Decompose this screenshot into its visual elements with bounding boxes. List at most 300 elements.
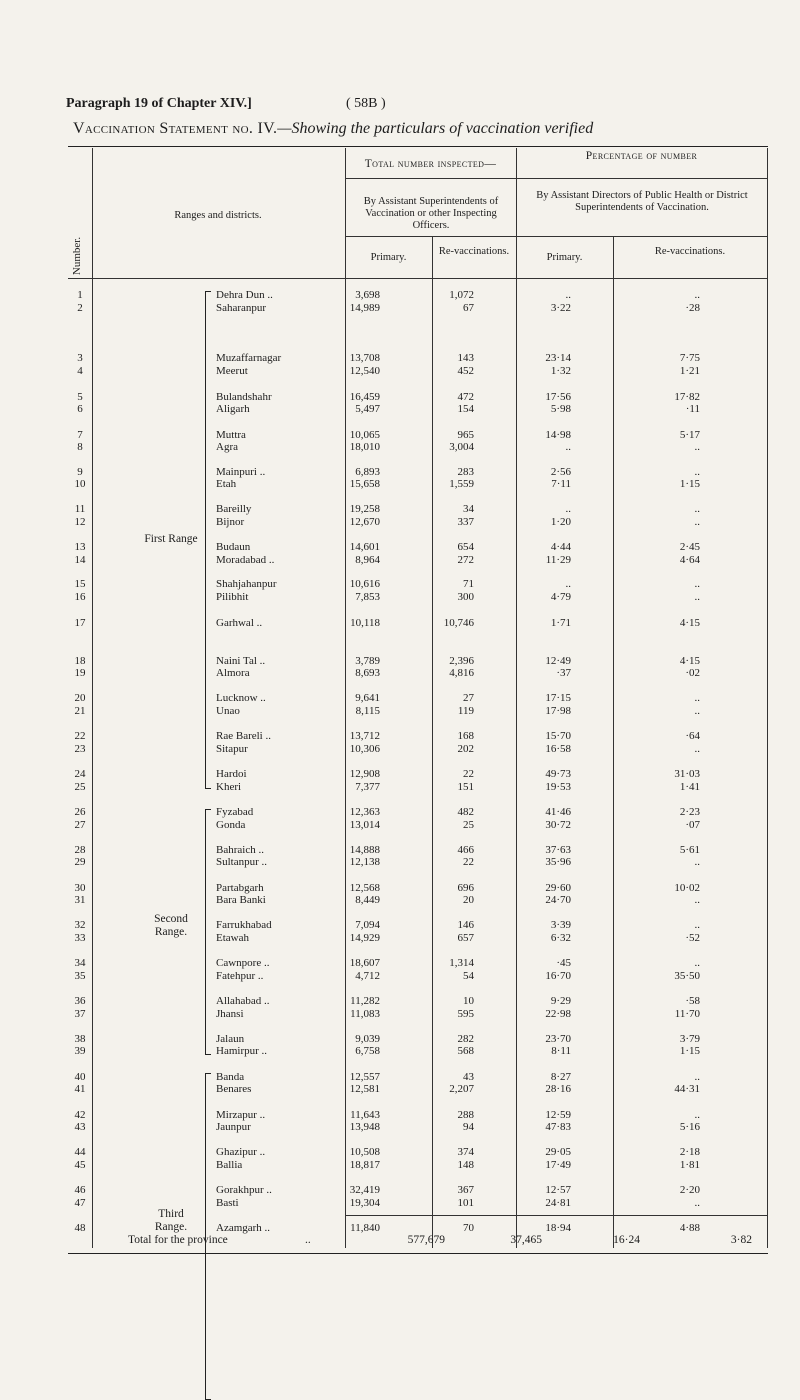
pct-revaccinations: .. [694,894,700,906]
revaccinations-inspected: 151 [457,781,474,793]
district-name: Lucknow .. [216,692,266,704]
table-row [68,1083,768,1095]
pct-primary: 17·98 [545,705,571,717]
primary-inspected: 19,304 [349,1197,380,1209]
district-name: Sitapur [216,743,248,755]
table-row [68,919,768,931]
district-name: Ghazipur .. [216,1146,266,1158]
table-row [68,768,768,780]
revaccinations-inspected: 168 [457,730,474,742]
district-name: Cawnpore .. [216,957,270,969]
pct-revaccinations: .. [694,289,700,301]
primary-inspected: 12,557 [349,1071,380,1083]
statement-title-caps: Vaccination Statement no. IV. [73,120,278,137]
row-number: 30 [74,882,86,894]
primary-inspected: 11,840 [350,1222,380,1234]
pct-primary: 29·60 [545,882,571,894]
district-name: Shahjahanpur [216,578,277,590]
primary-inspected: 12,363 [349,806,380,818]
table-row [68,995,768,1007]
revaccinations-header: Re-vaccinations. [438,246,510,257]
table-row [68,806,768,818]
pct-primary: 23·70 [545,1033,571,1045]
table-row [68,403,768,415]
district-name: Agra [216,441,238,453]
revaccinations-inspected: 1,072 [449,289,474,301]
table-row [68,578,768,590]
primary-inspected: 14,601 [349,541,380,553]
district-name: Basti [216,1197,239,1209]
number-header: Number. [71,236,84,276]
district-name: Jhansi [216,1008,244,1020]
row-number: 22 [74,730,86,742]
row-number: 32 [74,919,86,931]
paragraph-reference: Paragraph 19 of Chapter XIV.] [66,96,252,111]
pct-revaccinations: .. [694,578,700,590]
district-name: Jalaun [216,1033,245,1045]
pct-revaccinations: 1·15 [679,478,700,490]
pct-primary: 12·49 [545,655,571,667]
total-dots: .. [305,1234,311,1246]
row-number: 19 [74,667,86,679]
pct-revaccinations: 2·18 [679,1146,700,1158]
statement-title-italic: —Showing the particulars of vaccination verified [277,120,594,137]
table-bottom-rule [68,1253,768,1254]
pct-primary: ·45 [556,957,571,969]
primary-inspected: 12,540 [349,365,380,377]
total-pct-primary: 16·24 [613,1234,640,1246]
table-row [68,591,768,603]
revaccinations-inspected: 288 [457,1109,474,1121]
revaccinations-inspected: 71 [463,578,474,590]
revaccinations-inspected: 452 [457,365,474,377]
row-number: 7 [77,429,83,441]
district-name: Moradabad .. [216,554,275,566]
primary-inspected: 10,616 [349,578,380,590]
revaccinations-inspected: 70 [463,1222,474,1234]
pct-primary: 47·83 [545,1121,571,1133]
primary-inspected: 5,497 [355,403,380,415]
table-row [68,705,768,717]
row-number: 2 [77,302,83,314]
district-name: Banda [216,1071,245,1083]
pct-primary: 23·14 [545,352,571,364]
row-number: 47 [74,1197,86,1209]
pct-primary: ·37 [556,667,571,679]
table-row [68,1184,768,1196]
revaccinations-inspected: 10 [463,995,474,1007]
primary-inspected: 6,758 [355,1045,380,1057]
district-name: Gonda [216,819,246,831]
table-row [68,667,768,679]
district-name: Farrukhabad [216,919,272,931]
revaccinations-inspected: 696 [457,882,474,894]
row-number: 10 [74,478,86,490]
row-number: 29 [74,856,86,868]
row-number: 45 [74,1159,86,1171]
revaccinations-inspected: 367 [457,1184,474,1196]
primary-header: Primary. [370,252,407,263]
revaccinations-inspected: 20 [463,894,474,906]
pct-revaccinations: 3·79 [679,1033,700,1045]
revaccinations-inspected: 148 [457,1159,474,1171]
pct-revaccinations: .. [694,919,700,931]
district-name: Bulandshahr [216,391,272,403]
row-number: 9 [77,466,83,478]
first-range-label: First Range [144,533,198,545]
revaccinations-inspected: 472 [457,391,474,403]
primary-inspected: 3,789 [355,655,380,667]
primary-inspected: 7,377 [355,781,380,793]
pct-primary: 41·46 [545,806,571,818]
row-number: 21 [74,705,86,717]
district-name: Naini Tal .. [216,655,266,667]
table-row [68,365,768,377]
table-row [68,478,768,490]
pct-revaccinations: 5·17 [679,429,700,441]
primary-inspected: 12,568 [349,882,380,894]
primary-inspected: 18,817 [349,1159,380,1171]
row-number: 23 [74,743,86,755]
pct-revaccinations: 2·20 [679,1184,700,1196]
district-name: Bahraich .. [216,844,264,856]
district-name: Ballia [216,1159,243,1171]
revaccinations-inspected: 146 [457,919,474,931]
row-number: 31 [74,894,86,906]
table-row [68,1109,768,1121]
table-row [68,894,768,906]
row-number: 13 [74,541,86,553]
row-number: 35 [74,970,86,982]
pct-revaccinations: ·02 [685,667,700,679]
table-row [68,1159,768,1171]
pct-primary-header: Primary. [546,252,583,263]
primary-inspected: 11,282 [350,995,380,1007]
pct-revaccinations: 1·15 [679,1045,700,1057]
primary-inspected: 19,258 [349,503,380,515]
revaccinations-inspected: 965 [457,429,474,441]
pct-primary: 22·98 [545,1008,571,1020]
page-number: ( 58B ) [346,96,386,111]
table-row [68,819,768,831]
district-name: Gorakhpur .. [216,1184,272,1196]
primary-inspected: 14,989 [349,302,380,314]
table-row [68,957,768,969]
district-name: Mirzapur .. [216,1109,266,1121]
row-number: 27 [74,819,86,831]
table-row [68,466,768,478]
revaccinations-inspected: 374 [457,1146,474,1158]
district-name: Partabgarh [216,882,264,894]
pct-revaccinations: ·07 [685,819,700,831]
row-number: 16 [74,591,86,603]
revaccinations-inspected: 466 [457,844,474,856]
primary-inspected: 11,083 [350,1008,380,1020]
district-name: Saharanpur [216,302,267,314]
revaccinations-inspected: 568 [457,1045,474,1057]
revaccinations-inspected: 3,004 [449,441,474,453]
district-name: Fatehpur .. [216,970,264,982]
pct-primary: 15·70 [545,730,571,742]
table-row [68,970,768,982]
table-row [68,1071,768,1083]
by-assistant-directors-header: By Assistant Directors of Public Health or District Superintendents of Vaccination. [536,190,748,213]
table-row [68,516,768,528]
percentage-header: Percentage of number [585,150,698,162]
table-row [68,692,768,704]
pct-primary: 7·11 [551,478,571,490]
primary-inspected: 9,039 [355,1033,380,1045]
district-name: Garhwal .. [216,617,263,629]
table-row [68,391,768,403]
pct-revaccinations: 2·23 [679,806,700,818]
pct-revaccinations: 31·03 [674,768,700,780]
primary-inspected: 11,643 [350,1109,380,1121]
district-name: Dehra Dun .. [216,289,273,301]
row-number: 20 [74,692,86,704]
pct-primary: 4·79 [550,591,571,603]
pct-revaccinations: .. [694,591,700,603]
pct-primary: 6·32 [550,932,571,944]
primary-inspected: 12,138 [349,856,380,868]
third-range-label: Third Range. [154,1208,188,1233]
row-number: 6 [77,403,83,415]
district-name: Bijnor [216,516,245,528]
row-number: 12 [74,516,86,528]
pct-primary: 2·56 [550,466,571,478]
table-row [68,1197,768,1209]
revaccinations-inspected: 1,559 [449,478,474,490]
pct-primary: .. [565,503,571,515]
district-name: Rae Bareli .. [216,730,271,742]
primary-inspected: 15,658 [349,478,380,490]
row-number: 34 [74,957,86,969]
pct-primary: 49·73 [545,768,571,780]
table-row [68,932,768,944]
district-name: Muzaffarnagar [216,352,282,364]
pct-revaccinations: ·28 [685,302,700,314]
pct-revaccinations: ·52 [685,932,700,944]
pct-primary: 3·22 [550,302,571,314]
data-rows [68,0,768,1321]
row-number: 26 [74,806,86,818]
pct-primary: .. [565,441,571,453]
revaccinations-inspected: 154 [457,403,474,415]
pct-revaccinations: 17·82 [674,391,700,403]
revaccinations-inspected: 101 [457,1197,474,1209]
row-number: 46 [74,1184,86,1196]
row-number: 40 [74,1071,86,1083]
row-number: 17 [74,617,86,629]
primary-inspected: 8,449 [355,894,380,906]
pct-primary: 1·32 [550,365,571,377]
pct-revaccinations: 11·70 [674,1008,700,1020]
district-name: Aligarh [216,403,250,415]
pct-primary: 17·49 [545,1159,571,1171]
pct-primary: 19·53 [545,781,571,793]
revaccinations-inspected: 272 [457,554,474,566]
revaccinations-inspected: 22 [463,856,474,868]
row-number: 4 [77,365,83,377]
pct-primary: 4·44 [550,541,571,553]
primary-inspected: 12,581 [349,1083,380,1095]
primary-inspected: 18,010 [349,441,380,453]
revaccinations-inspected: 143 [457,352,474,364]
revaccinations-inspected: 34 [463,503,474,515]
primary-inspected: 7,853 [355,591,380,603]
district-name: Sultanpur .. [216,856,268,868]
row-number: 41 [74,1083,86,1095]
revaccinations-inspected: 657 [457,932,474,944]
row-number: 14 [74,554,86,566]
pct-revaccinations: .. [694,441,700,453]
revaccinations-inspected: 337 [457,516,474,528]
primary-inspected: 14,888 [349,844,380,856]
pct-primary: 17·56 [545,391,571,403]
pct-revaccinations: 1·41 [679,781,700,793]
pct-primary: 1·20 [550,516,571,528]
revaccinations-inspected: 43 [463,1071,474,1083]
table-row [68,302,768,314]
pct-revaccinations: ·64 [685,730,700,742]
pct-revaccinations: 10·02 [674,882,700,894]
pct-revaccinations: .. [694,1197,700,1209]
pct-revaccinations: 5·61 [679,844,700,856]
revaccinations-inspected: 54 [463,970,474,982]
district-name: Meerut [216,365,248,377]
pct-primary: 9·29 [550,995,571,1007]
row-number: 38 [74,1033,86,1045]
district-name: Pilibhit [216,591,249,603]
table-row [68,856,768,868]
table-row [68,503,768,515]
pct-primary: 24·81 [545,1197,571,1209]
pct-primary: 1·71 [550,617,571,629]
table-row [68,429,768,441]
pct-revaccinations: .. [694,856,700,868]
pct-primary: 8·27 [550,1071,571,1083]
row-number: 28 [74,844,86,856]
pct-revaccinations: 7·75 [679,352,700,364]
revaccinations-inspected: 27 [463,692,474,704]
pct-primary: 24·70 [545,894,571,906]
row-number: 43 [74,1121,86,1133]
pct-primary: 18·94 [545,1222,571,1234]
pct-revaccinations: .. [694,692,700,704]
table-row [68,554,768,566]
row-number: 48 [74,1222,86,1234]
table-row [68,882,768,894]
row-number: 18 [74,655,86,667]
revaccinations-inspected: 10,746 [443,617,474,629]
primary-inspected: 12,670 [349,516,380,528]
table-row [68,1222,768,1234]
pct-revaccinations: .. [694,503,700,515]
row-number: 24 [74,768,86,780]
pct-revaccinations: 2·45 [679,541,700,553]
row-number: 25 [74,781,86,793]
district-name: Muttra [216,429,246,441]
pct-revaccinations: 35·50 [674,970,700,982]
primary-inspected: 14,929 [349,932,380,944]
district-name: Budaun [216,541,251,553]
revaccinations-inspected: 300 [457,591,474,603]
pct-primary: 5·98 [550,403,571,415]
primary-inspected: 16,459 [349,391,380,403]
district-name: Azamgarh .. [216,1222,271,1234]
table-row [68,352,768,364]
revaccinations-inspected: 22 [463,768,474,780]
primary-inspected: 9,641 [355,692,380,704]
table-row [68,617,768,629]
pct-primary: 11·29 [545,554,571,566]
primary-inspected: 10,306 [349,743,380,755]
revaccinations-inspected: 1,314 [449,957,474,969]
pct-primary: 16·58 [545,743,571,755]
revaccinations-inspected: 4,816 [449,667,474,679]
pct-revaccinations: 4·64 [679,554,700,566]
primary-inspected: 13,014 [349,819,380,831]
row-number: 15 [74,578,86,590]
district-name: Mainpuri .. [216,466,266,478]
primary-inspected: 8,115 [355,705,380,717]
primary-inspected: 7,094 [355,919,380,931]
table-row [68,541,768,553]
pct-primary: 12·59 [545,1109,571,1121]
pct-revaccinations: ·11 [685,403,700,415]
row-number: 37 [74,1008,86,1020]
row-number: 42 [74,1109,86,1121]
primary-inspected: 6,893 [355,466,380,478]
pct-revaccinations: .. [694,743,700,755]
pct-revaccinations: .. [694,957,700,969]
district-name: Benares [216,1083,252,1095]
pct-primary: 3·39 [550,919,571,931]
table-row [68,1045,768,1057]
by-assistant-superintendents-header: By Assistant Superintendents of Vaccination or other Inspecting Officers. [363,196,499,231]
pct-primary: 8·11 [551,1045,571,1057]
pct-primary: 14·98 [545,429,571,441]
revaccinations-inspected: 654 [457,541,474,553]
row-number: 5 [77,391,83,403]
pct-revaccinations: 5·16 [679,1121,700,1133]
primary-inspected: 8,964 [355,554,380,566]
row-number: 3 [77,352,83,364]
primary-inspected: 13,948 [349,1121,380,1133]
revaccinations-inspected: 2,396 [449,655,474,667]
pct-primary: 12·57 [545,1184,571,1196]
district-name: Allahabad .. [216,995,270,1007]
row-number: 33 [74,932,86,944]
pct-primary: 35·96 [545,856,571,868]
revaccinations-inspected: 282 [457,1033,474,1045]
total-label: Total for the province [128,1234,228,1246]
district-name: Kheri [216,781,242,793]
pct-primary: 29·05 [545,1146,571,1158]
total-inspected-header: Total number inspected— [364,158,497,170]
pct-primary: 37·63 [545,844,571,856]
district-name: Bareilly [216,503,252,515]
row-number: 11 [74,503,86,515]
row-number: 8 [77,441,83,453]
primary-inspected: 10,065 [349,429,380,441]
table-row [68,1121,768,1133]
pct-revaccinations: ·58 [685,995,700,1007]
pct-primary: 16·70 [545,970,571,982]
pct-revaccinations: .. [694,466,700,478]
district-name: Almora [216,667,250,679]
revaccinations-inspected: 202 [457,743,474,755]
